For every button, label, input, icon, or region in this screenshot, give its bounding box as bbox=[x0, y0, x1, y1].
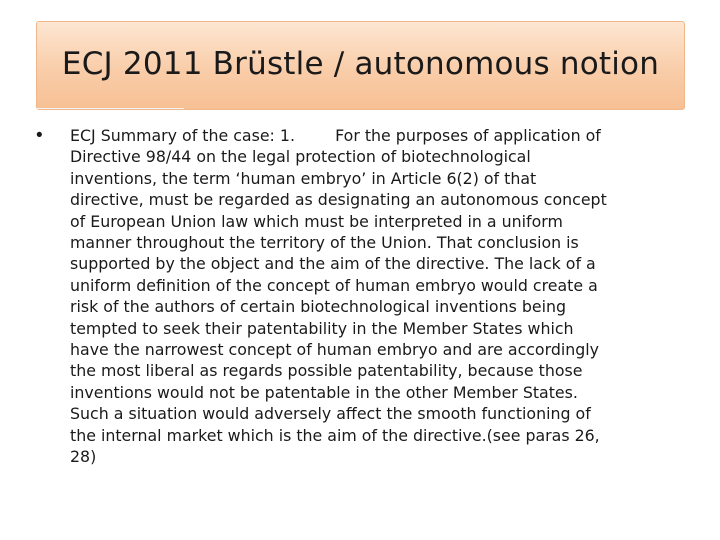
text-line: of European Union law which must be interpreted in a uniform bbox=[70, 211, 563, 231]
text-line: directive, must be regarded as designating an autonomous concept bbox=[70, 190, 607, 210]
title-divider bbox=[36, 108, 184, 109]
text-line: Such a situation would adversely affect the smooth functioning of bbox=[70, 404, 591, 424]
text-line: inventions, the term ‘human embryo’ in Article 6(2) of that bbox=[70, 168, 537, 188]
body-content bbox=[36, 125, 686, 468]
slide-title: ECJ 2011 Brüstle / autonomous notion bbox=[61, 45, 660, 82]
bullet-item bbox=[36, 125, 686, 468]
text-line: 28) bbox=[70, 447, 97, 467]
text-line: inventions would not be patentable in the other Member States. bbox=[70, 382, 578, 402]
text-line: supported by the object and the aim of the directive. The lack of a bbox=[70, 254, 596, 274]
text-line: uniform definition of the concept of human embryo would create a bbox=[70, 275, 598, 295]
text-line: the most liberal as regards possible patentability, because those bbox=[70, 361, 583, 381]
bullet-text bbox=[70, 125, 686, 468]
title-box bbox=[36, 21, 685, 110]
text-line: Directive 98/44 on the legal protection of biotechnological bbox=[70, 147, 531, 167]
text-line: tempted to seek their patentability in the Member States which bbox=[70, 318, 574, 338]
text-line: risk of the authors of certain biotechnological inventions being bbox=[70, 297, 567, 317]
text-line: manner throughout the territory of the Union. That conclusion is bbox=[70, 233, 579, 253]
text-line: the internal market which is the aim of the directive.(see paras 26, bbox=[70, 425, 600, 445]
text-line: have the narrowest concept of human embryo and are accordingly bbox=[70, 340, 600, 360]
bullet-icon: • bbox=[36, 125, 43, 146]
text-line: ECJ Summary of the case: 1. For the purposes of application of bbox=[70, 126, 601, 145]
